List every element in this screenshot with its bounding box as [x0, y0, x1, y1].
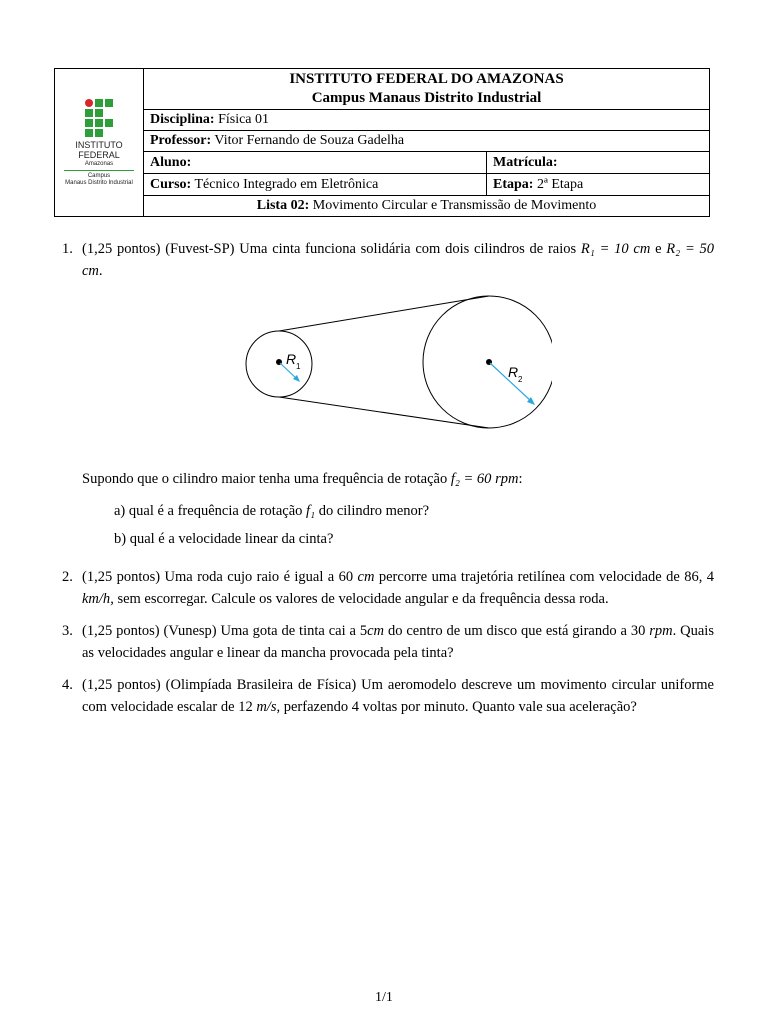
pulley-figure — [82, 292, 714, 462]
q1-r2: R₂ = 50 — [666, 241, 715, 257]
matricula-cell[interactable] — [487, 152, 710, 174]
question-number: 3. — [62, 623, 73, 639]
q1-r1: R₁ = 10 — [580, 241, 634, 257]
logo-cell — [55, 69, 144, 217]
q1-item-a — [114, 500, 714, 522]
q3-unit1: cm — [367, 623, 385, 639]
q2-unit1: cm — [357, 569, 375, 585]
q1-item-a-text-2: do cilindro menor? — [315, 503, 430, 519]
aluno-cell[interactable] — [144, 152, 487, 174]
etapa-value: 2ª Etapa — [536, 176, 584, 192]
professor-value: Vitor Fernando de Souza Gadelha — [214, 132, 405, 148]
question-4 — [62, 674, 714, 718]
q1-intro-a: Supondo que o cilindro maior tenha uma frequência de rotação — [82, 471, 451, 487]
header-table — [54, 68, 710, 217]
curso-value: Técnico Integrado em Eletrônica — [194, 176, 379, 192]
q1-item-b-text: qual é a velocidade linear da cinta? — [129, 531, 334, 547]
q3-text-a: (1,25 pontos) (Vunesp) Uma gota de tinta cai a 5 — [82, 623, 368, 639]
etapa-label: Etapa: — [493, 176, 534, 192]
question-number: 4. — [62, 677, 73, 693]
q1-intro-unit: rpm — [495, 471, 519, 487]
label-r2-sub: 2 — [518, 375, 523, 384]
etapa-cell — [487, 174, 710, 195]
institution-cell — [144, 69, 710, 110]
label-r1: R — [286, 351, 297, 367]
label-r1-sub: 1 — [296, 362, 301, 371]
question-body — [82, 238, 714, 556]
item-label: a) — [114, 503, 126, 519]
question-3 — [62, 620, 714, 664]
logo-line-3a: Campus — [87, 172, 111, 179]
q1-items — [114, 500, 714, 550]
q2-unit2: km/h — [82, 591, 111, 607]
q1-unit2: cm — [82, 263, 99, 279]
q1-intro-f: f₂ = 60 — [450, 471, 496, 487]
matricula-label: Matrícula: — [493, 154, 558, 170]
belt-top — [279, 296, 489, 331]
q1-item-a-text-1: qual é a frequência de rotação — [128, 503, 307, 519]
campus-name: Campus Manaus Distrito Industrial — [311, 89, 542, 106]
question-1 — [62, 238, 714, 556]
logo-line-1b: FEDERAL — [78, 149, 120, 160]
professor-row — [144, 130, 710, 151]
belt-bottom — [279, 397, 489, 428]
disciplina-row — [144, 109, 710, 130]
item-label: b) — [114, 531, 127, 547]
q1-item-a-f: f₁ — [306, 503, 316, 519]
aluno-label: Aluno: — [150, 154, 192, 170]
curso-cell — [144, 174, 487, 195]
lista-row — [144, 195, 710, 216]
pulley-diagram — [242, 292, 552, 452]
q2-text-b: percorre uma trajetória retilínea com velocidade de 86, 4 — [374, 569, 714, 585]
disciplina-value: Física 01 — [218, 111, 270, 127]
q4-text-a: (1,25 pontos) (Olimpíada Brasileira de Física) Um aeromodelo descreve um movimento circular uniforme com velocidade escalar de 12 — [82, 677, 714, 715]
lista-value: Movimento Circular e Transmissão de Movimento — [312, 197, 597, 213]
curso-label: Curso: — [150, 176, 192, 192]
q1-text-c: . — [98, 263, 103, 279]
q1-intro-b: : — [518, 471, 523, 487]
logo-line-3b: Manaus Distrito Industrial — [65, 179, 133, 186]
q4-text-b: , perfazendo 4 voltas por minuto. Quanto vale sua aceleração? — [276, 699, 637, 715]
q3-text-c: . Quais as velocidades angular e linear da mancha provocada pela tinta? — [82, 623, 714, 661]
q2-text-a: (1,25 pontos) Uma roda cujo raio é igual a 60 — [82, 569, 358, 585]
q1-intro — [82, 468, 714, 490]
q2-text-c: , sem escorregar. Calcule os valores de velocidade angular e da frequência dessa roda. — [110, 591, 609, 607]
question-list — [62, 238, 714, 728]
institution-name: INSTITUTO FEDERAL DO AMAZONAS — [289, 70, 564, 87]
question-number: 1. — [62, 241, 73, 257]
q3-text-b: do centro de um disco que está girando a 30 — [384, 623, 650, 639]
q1-unit1: cm — [633, 241, 651, 257]
logo-icon — [85, 99, 113, 137]
question-number: 2. — [62, 569, 73, 585]
institution-logo — [55, 99, 143, 187]
q4-unit1: m/s — [256, 699, 277, 715]
label-r2: R — [508, 364, 519, 380]
professor-label: Professor: — [150, 132, 212, 148]
disciplina-label: Disciplina: — [150, 111, 215, 127]
q1-text-b: e — [650, 241, 667, 257]
lista-label: Lista 02: — [256, 197, 310, 213]
question-body — [82, 674, 714, 718]
question-body — [82, 620, 714, 664]
q1-item-b — [114, 528, 714, 550]
logo-line-2: Amazonas — [84, 160, 114, 167]
logo-line-1a: INSTITUTO — [75, 139, 123, 150]
logo-divider — [64, 170, 134, 171]
q1-text-a: (1,25 pontos) (Fuvest-SP) Uma cinta funciona solidária com dois cilindros de raios — [82, 241, 581, 257]
page-number: 1/1 — [375, 990, 393, 1005]
question-2 — [62, 566, 714, 610]
q3-unit2: rpm — [649, 623, 673, 639]
question-body — [82, 566, 714, 610]
